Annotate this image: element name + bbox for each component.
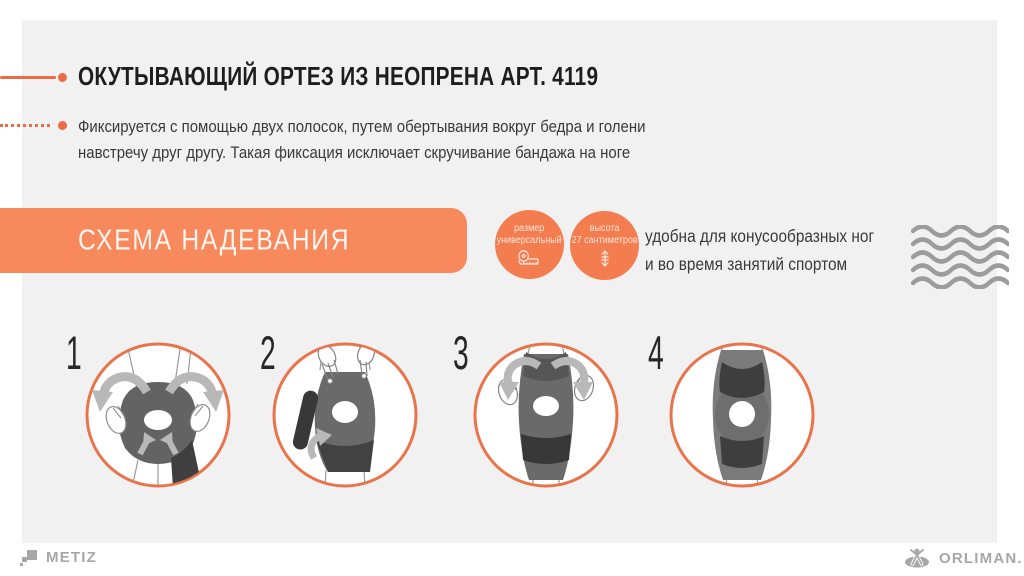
title-accent-line bbox=[0, 76, 56, 79]
step-4-illustration bbox=[667, 340, 817, 490]
description-accent-dotted-line bbox=[0, 124, 50, 127]
waves-decoration bbox=[911, 225, 1009, 289]
height-arrow-icon bbox=[598, 249, 611, 268]
step-3-number: 3 bbox=[453, 326, 469, 379]
height-badge-line-1: высота bbox=[589, 223, 620, 234]
metiz-logo bbox=[20, 548, 97, 567]
measuring-tape-icon bbox=[518, 249, 541, 266]
size-badge-line-1: размер bbox=[514, 223, 545, 234]
step-3-illustration bbox=[471, 340, 621, 490]
scheme-banner-label: СХЕМА НАДЕВАНИЯ bbox=[78, 224, 351, 256]
height-badge-line-2: 27 сантиметров bbox=[571, 235, 638, 246]
lower-strap bbox=[521, 434, 571, 464]
usage-note-line-2: и во время занятий спортом bbox=[645, 254, 848, 274]
step-2-illustration bbox=[270, 340, 420, 490]
page-title: ОКУТЫВАЮЩИЙ ОРТЕЗ ИЗ НЕОПРЕНА АРТ. 4119 bbox=[78, 61, 599, 91]
title-accent-dot bbox=[58, 73, 67, 82]
height-badge bbox=[570, 211, 639, 280]
usage-note bbox=[645, 222, 874, 278]
size-badge bbox=[495, 210, 564, 279]
orliman-logo-icon bbox=[903, 548, 932, 568]
description-accent-dot bbox=[58, 121, 67, 130]
metiz-logo-icon bbox=[20, 548, 39, 567]
step-1-number: 1 bbox=[66, 326, 82, 379]
description-line-2: навстречу друг другу. Такая фиксация исключает скручивание бандажа на ноге bbox=[78, 143, 631, 162]
scheme-banner bbox=[0, 208, 467, 273]
orliman-logo-text: ORLIMAN. bbox=[939, 549, 1023, 567]
orliman-logo bbox=[903, 548, 1023, 568]
description-line-1: Фиксируется с помощью двух полосок, путем обертывания вокруг бедра и голени bbox=[78, 117, 646, 136]
usage-note-line-1: удобна для конусообразных ног bbox=[645, 226, 875, 246]
size-badge-line-2: универсальный bbox=[496, 235, 563, 246]
metiz-logo-text: METIZ bbox=[46, 549, 97, 566]
step-4-number: 4 bbox=[648, 326, 664, 379]
product-description bbox=[78, 114, 645, 166]
step-2-number: 2 bbox=[260, 326, 276, 379]
step-1-illustration bbox=[83, 340, 233, 490]
